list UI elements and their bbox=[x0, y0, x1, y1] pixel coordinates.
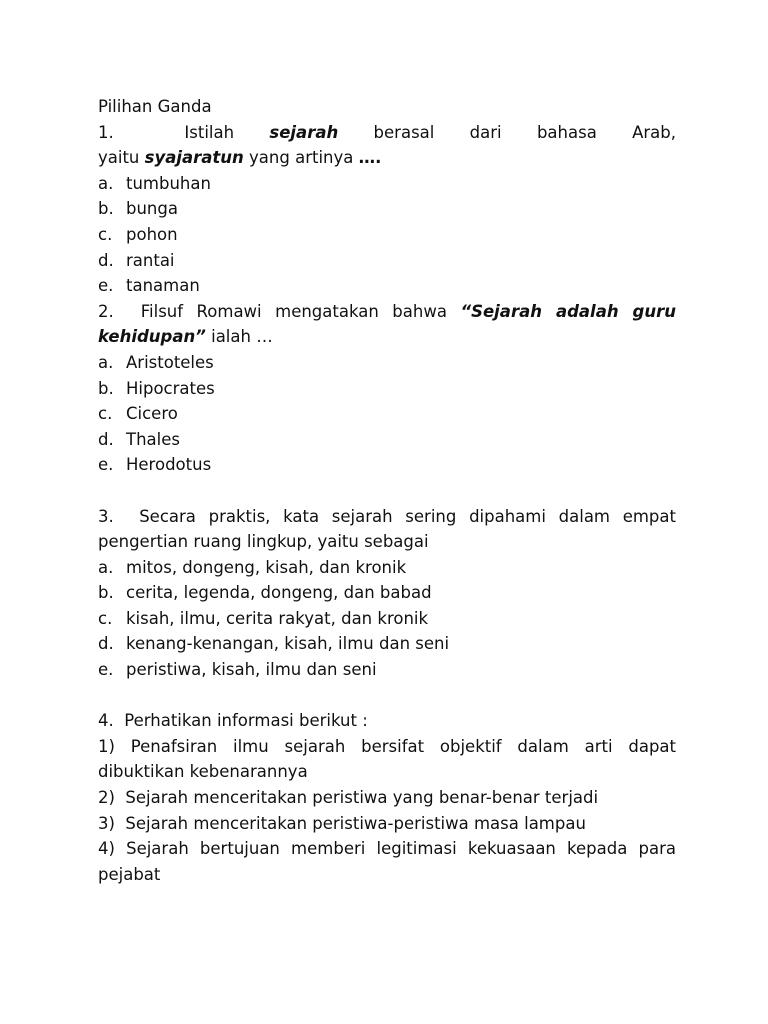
option-b: b. Hipocrates bbox=[98, 378, 215, 398]
option-e: e. Herodotus bbox=[98, 455, 212, 475]
question-2-line-1: 2. Filsuf Romawi mengatakan bahwa “Sejarah adalah guru bbox=[98, 301, 677, 321]
option-d: d. Thales bbox=[98, 429, 180, 449]
answer-blank: …. bbox=[358, 148, 382, 168]
option-e: e. tanaman bbox=[98, 276, 200, 296]
question-3 bbox=[98, 504, 676, 683]
option-b: b. bunga bbox=[98, 199, 178, 219]
option-a: a. mitos, dongeng, kisah, dan kronik bbox=[98, 557, 407, 577]
section-heading: Pilihan Ganda bbox=[98, 97, 212, 116]
statement-1-line-2: dibuktikan kebenarannya bbox=[98, 762, 308, 782]
option-a: a. Aristoteles bbox=[98, 352, 214, 372]
statement-1-line-1: 1) Penafsiran ilmu sejarah bersifat objektif dalam arti dapat bbox=[98, 736, 676, 756]
question-1-line-1: 1. Istilah sejarah berasal dari bahasa Arab, bbox=[98, 122, 677, 142]
question-number: 3. bbox=[98, 506, 114, 526]
question-number: 1. bbox=[98, 122, 114, 142]
question-4-line-1: 4. Perhatikan informasi berikut : bbox=[98, 711, 368, 731]
statement-2: 2) Sejarah menceritakan peristiwa yang benar-benar terjadi bbox=[98, 788, 599, 808]
option-a: a. tumbuhan bbox=[98, 173, 211, 193]
option-d: d. rantai bbox=[98, 250, 175, 270]
emphasized-quote: kehidupan” bbox=[98, 327, 206, 347]
option-e: e. peristiwa, kisah, ilmu dan seni bbox=[98, 660, 377, 680]
statement-4-line-2: pejabat bbox=[98, 864, 161, 884]
question-3-line-1: 3. Secara praktis, kata sejarah sering dipahami dalam empat bbox=[98, 506, 676, 526]
emphasized-quote: “Sejarah adalah guru bbox=[460, 301, 677, 321]
question-number: 4. bbox=[98, 711, 114, 731]
question-1-line-2: yaitu syajaratun yang artinya …. bbox=[98, 148, 382, 168]
question-1 bbox=[98, 120, 676, 299]
option-c: c. Cicero bbox=[98, 404, 178, 424]
statement-4-line-1: 4) Sejarah bertujuan memberi legitimasi kekuasaan kepada para bbox=[98, 839, 676, 859]
question-4 bbox=[98, 708, 676, 887]
question-2-line-2: kehidupan” ialah … bbox=[98, 327, 273, 347]
question-3-line-2: pengertian ruang lingkup, yaitu sebagai bbox=[98, 532, 429, 552]
option-c: c. pohon bbox=[98, 224, 178, 244]
option-b: b. cerita, legenda, dongeng, dan babad bbox=[98, 583, 432, 603]
statement-3: 3) Sejarah menceritakan peristiwa-peristiwa masa lampau bbox=[98, 813, 586, 833]
question-number: 2. bbox=[98, 301, 114, 321]
spacer bbox=[98, 478, 676, 504]
option-c: c. kisah, ilmu, cerita rakyat, dan kronik bbox=[98, 608, 429, 628]
question-2 bbox=[98, 299, 676, 478]
document-page bbox=[98, 94, 676, 887]
option-d: d. kenang-kenangan, kisah, ilmu dan seni bbox=[98, 634, 450, 654]
emphasized-term: syajaratun bbox=[144, 148, 244, 168]
emphasized-term: sejarah bbox=[269, 122, 339, 142]
spacer bbox=[98, 683, 676, 709]
